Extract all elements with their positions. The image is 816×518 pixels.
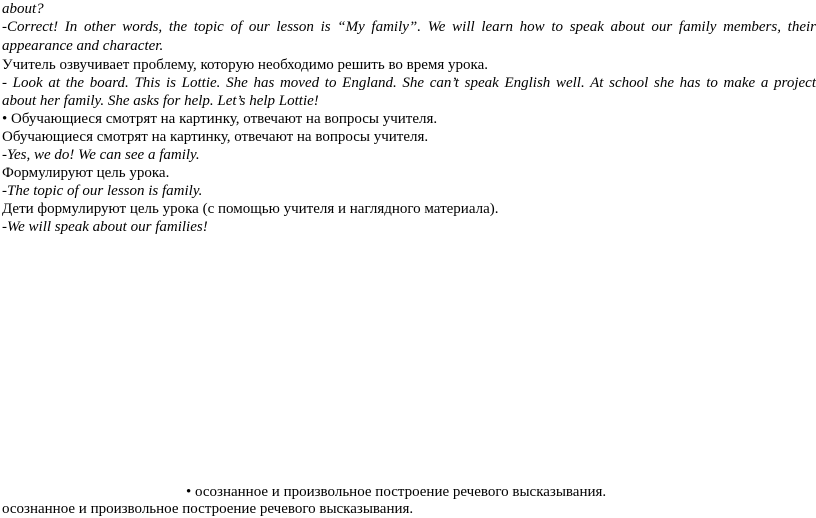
line-text: about?: [2, 1, 44, 17]
line-text: We will speak about our families!: [7, 219, 208, 235]
text-line-help-lottie: [2, 92, 816, 110]
text-line-students-look: [2, 128, 816, 146]
text-line-speech-construction: [2, 500, 816, 518]
line-prefix: -: [2, 183, 7, 199]
text-line-formulate-goal: [2, 164, 816, 182]
line-text: -Correct! In other words, the topic of our lesson is “My family”. We will learn how to speak about our family members, their: [2, 19, 816, 35]
line-prefix: -: [2, 147, 7, 163]
text-line-look-board: [2, 74, 816, 92]
line-text: Дети формулируют цель урока (с помощью учителя и наглядного материала).: [2, 201, 499, 217]
text-line-appearance: [2, 37, 816, 55]
line-text: Yes, we do! We can see a family.: [7, 147, 200, 163]
line-text: The topic of our lesson is family.: [7, 183, 203, 199]
bullet-icon: •: [186, 484, 192, 500]
line-text: about her family. She asks for help. Let’s help Lottie!: [2, 93, 319, 109]
line-text: Обучающиеся смотрят на картинку, отвечают на вопросы учителя.: [11, 111, 438, 127]
text-line-topic-family: [2, 182, 816, 200]
text-line-about: [2, 0, 816, 18]
line-text: Учитель озвучивает проблему, которую необходимо решить во время урока.: [2, 57, 489, 73]
line-text: Формулируют цель урока.: [2, 165, 170, 181]
bullet-line-speech-construction: [186, 483, 816, 501]
bullet-icon: •: [2, 111, 8, 127]
line-text: appearance and character.: [2, 38, 164, 54]
line-prefix: -: [2, 219, 7, 235]
text-line-yes-we-do: [2, 146, 816, 164]
text-line-speak-families: [2, 218, 816, 236]
bullet-line-students-look: [2, 110, 816, 128]
text-line-children-formulate: [2, 200, 816, 218]
line-text: Обучающиеся смотрят на картинку, отвечают на вопросы учителя.: [2, 129, 429, 145]
line-text: - Look at the board. This is Lottie. She has moved to England. She can’t speak English well. At school she has to make a project: [2, 75, 816, 91]
line-text: осознанное и произвольное построение речевого высказывания.: [2, 501, 414, 517]
line-text: осознанное и произвольное построение речевого высказывания.: [195, 484, 607, 500]
text-line-teacher-problem: [2, 56, 816, 74]
text-line-correct: [2, 18, 816, 36]
